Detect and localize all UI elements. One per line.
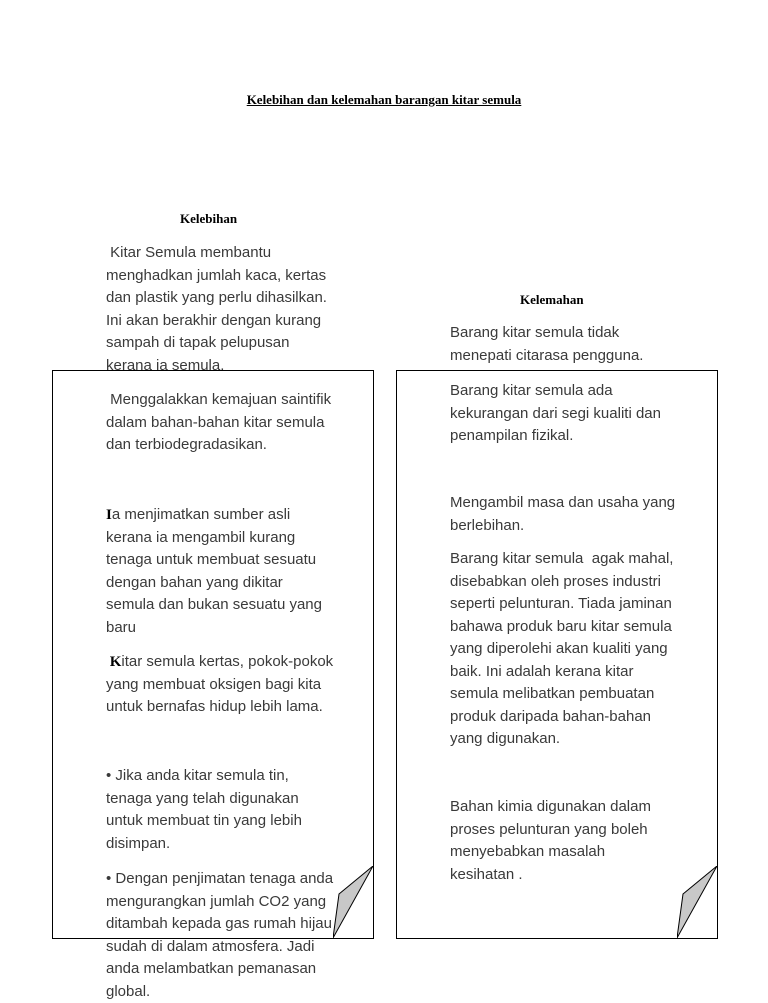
advantage-paragraph-4-text: itar semula kertas, pokok-pokok yang membuat oksigen bagi kita untuk bernafas hidup lebih lama. xyxy=(106,653,334,715)
document-title: Kelebihan dan kelemahan barangan kitar semula xyxy=(246,92,522,107)
drop-cap-k: K xyxy=(106,654,122,670)
advantage-bullet-2: • Dengan penjimatan tenaga anda mengurangkan jumlah CO2 yang ditambah kepada gas rumah hijau sudah di dalam atmosfera. Jadi anda melambatkan pemanasan global. xyxy=(106,870,334,1000)
disadvantage-paragraph-5: Bahan kimia digunakan dalam proses pelunturan yang boleh menyebabkan masalah kesihatan . xyxy=(450,798,651,883)
disadvantage-paragraph-2: Barang kitar semula ada kekurangan dari segi kualiti dan penampilan fizikal. xyxy=(450,382,661,444)
drop-cap-i: I xyxy=(106,507,112,523)
page-curl-right xyxy=(677,866,717,938)
advantages-heading: Kelebihan xyxy=(180,211,238,226)
disadvantage-paragraph-3: Mengambil masa dan usaha yang berlebihan. xyxy=(450,494,676,534)
advantage-bullet-1: • Jika anda kitar semula tin, tenaga yang telah digunakan untuk membuat tin yang lebih disimpan. xyxy=(106,767,302,852)
disadvantage-paragraph-1: Barang kitar semula tidak menepati citarasa pengguna. xyxy=(450,324,644,364)
page-curl-left xyxy=(333,866,373,938)
advantage-paragraph-3-text: a menjimatkan sumber asli kerana ia mengambil kurang tenaga untuk membuat sesuatu dengan bahan yang dikitar semula dan bukan sesuatu yang baru xyxy=(106,506,322,636)
disadvantages-heading: Kelemahan xyxy=(520,292,584,307)
advantage-paragraph-3 xyxy=(106,504,322,639)
disadvantage-paragraph-4: Barang kitar semula agak mahal, disebabkan oleh proses industri seperti pelunturan. Tiada jaminan bahawa produk baru kitar semula yang diperolehi akan kualiti yang baik. Ini adalah kerana kitar semula melibatkan pembuatan produk daripada bahan-bahan yang digunakan. xyxy=(450,550,674,747)
advantage-paragraph-4 xyxy=(106,651,333,719)
advantage-paragraph-2: Menggalakkan kemajuan saintifik dalam bahan-bahan kitar semula dan terbiodegradasikan. xyxy=(106,391,332,453)
advantage-paragraph-1: Kitar Semula membantu menghadkan jumlah kaca, kertas dan plastik yang perlu dihasilkan. Ini akan berakhir dengan kurang sampah di tapak pelupusan kerana ia semula. xyxy=(106,244,327,374)
